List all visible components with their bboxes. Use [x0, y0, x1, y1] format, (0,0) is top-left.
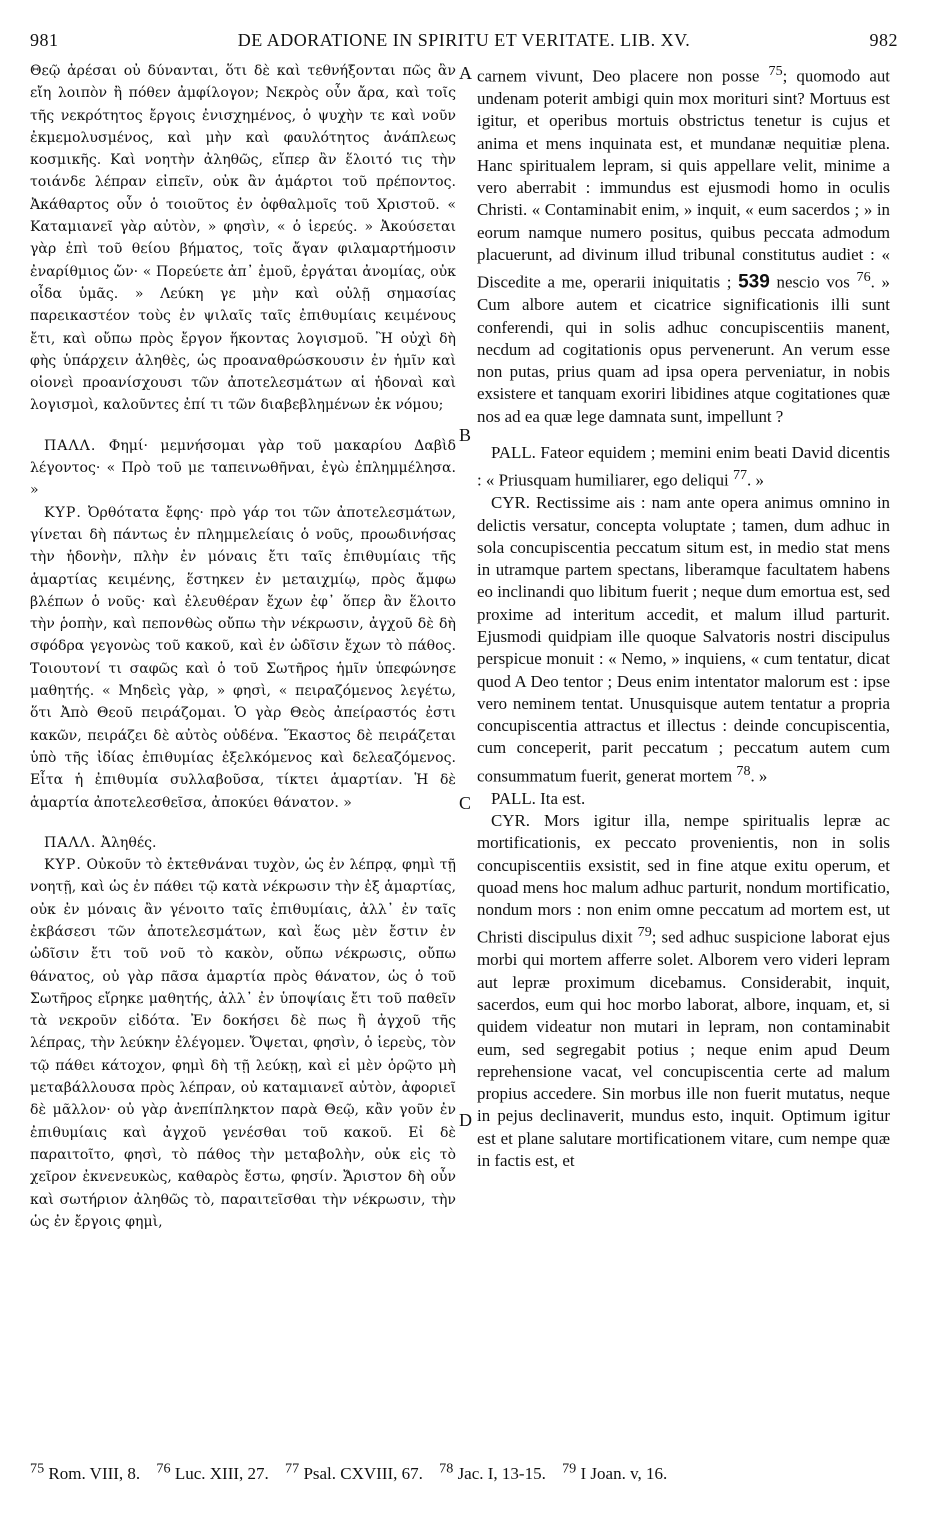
margin-letter-b: B: [459, 425, 472, 445]
running-title: DE ADORATIONE IN SPIRITU ET VERITATE. LIB. XV.: [237, 30, 691, 50]
speech-text: Ἀληθές.: [100, 834, 157, 851]
text-span: . »: [750, 766, 768, 786]
page-number-left: 981: [30, 30, 59, 50]
speaker-label: ΚΥΡ.: [44, 504, 82, 521]
footnote-number: 78: [439, 1460, 454, 1476]
margin-letter-d: D: [459, 1110, 472, 1130]
speaker-label: PALL.: [491, 788, 536, 808]
speech-text: Ὀρθότατα ἔφης· πρὸ γάρ τοι τῶν ἀποτελεσμάτων, γίνεται δὴ πάντως ἐν πλημμελείαις ὁ νοῦς, προωδινήσας τὴν ἡδονὴν, πλὴν ἐν μόναις ἔτι ταῖς ἐπιθυμίαις τῆς ἁμαρτίας κειμένης, ἕστηκεν ἐν μεταιχμίῳ, πρὸς ἄμφω βλέπων ὁ νοῦς· καὶ ἐλευθέραν ἔχων ἐφ᾽ ὅπερ ἂν ἕλοιτο τὴν ῥοπὴν, καὶ πεπονθὼς οὔπω τὴν νέκρωσιν, ἀγχοῦ δὲ δὴ σφόδρα γεγονὼς τοῦ κακοῦ, καὶ ἐν ὠδῖσιν ἔχων τὸ πάθος. Τοιουτονί τι σαφῶς καὶ ὁ τοῦ Σωτῆρος ἡμῖν ὑπεφώνησε μαθητής. « Μηδεὶς γὰρ, » φησὶ, « πειραζόμενος λεγέτω, ὅτι Ἀπὸ Θεοῦ πειράζομαι. Ὁ γὰρ Θεὸς ἀπείραστός ἐστι κακῶν, πειράζει δὲ αὐτὸς οὐδένα. Ἕκαστος δὲ πειράζεται ὑπὸ τῆς ἰδίας ἐπιθυμίας ἐξελκόμενος καὶ δελεαζόμενος. Εἶτα ἡ ἐπιθυμία συλλαβοῦσα, τίκτει ἁμαρτίαν. Ἡ δὲ ἁμαρτία ἀποτελεσθεῖσα, ἀποκύει θάνατον. »: [30, 504, 456, 811]
greek-dialogue-pall: [30, 832, 456, 854]
greek-column: [30, 60, 456, 1430]
speaker-label: ΚΥΡ.: [44, 857, 82, 874]
footnote-text: Rom. VIII, 8.: [48, 1463, 141, 1483]
footnote-ref: 77: [732, 467, 748, 484]
latin-paragraph: [477, 60, 890, 428]
text-span: . » Cum albore autem et cicatrice significationis illi sunt conferendi, qui in solis adhuc concupiscentiis manent, necdum ad cogitationis opus pervenerunt. An verum esse non putas, prius quam ad ipsa opera perveniatur, in nobis exsistere et tanquam exoriri libidines atque cogitationes quæ nos ad ea quæ lege damnata sunt, impellunt ?: [477, 272, 890, 426]
greek-dialogue-pall: [30, 435, 456, 502]
footnote-ref: 78: [736, 762, 751, 779]
footnote: [156, 1460, 274, 1483]
footnote-text: Jac. I, 13-15.: [457, 1463, 546, 1483]
speech-text: Fateor equidem ; memini enim beati David dicentis : « Priusquam humiliarer, ego deliqui: [477, 443, 890, 490]
text-span: ; quomodo aut undenam poterit ambigi quin mox morituri sint? Mortuus est igitur, et operibus mortuis obstrictus tenetur is cujus et anima et mens inquinata est, et mundanæ nequitiæ plena. Hanc spiritualem lepram, si quis appellare velit, minime a vero aberrabit : immundus est ejusmodi homo in oculis Christi. « Contaminabit enim, » inquit, « eum sacerdos ; » in eorum namque numero positus, quibus peccata admodum placuerunt, ad divinum illud tribunal constitutus audiet : « Discedite a me, operarii iniquitatis ;: [477, 66, 890, 292]
footnote-ref: 79: [637, 924, 652, 941]
column-number: 539: [738, 271, 770, 293]
footnotes: [30, 1460, 898, 1486]
text-span: carnem vivunt, Deo placere non posse: [477, 66, 760, 86]
speaker-label: CYR.: [491, 493, 530, 513]
text-span: ; sed adhuc suspicione laborat ejus morbi qui mortem afferre solet. Alborem vero videri lepram aut lepræ proximum dicebamus. Considerabit, inquit, sacerdos, eum qui hoc morbo laborat, albore, inquam, et, si quidem videatur non mutari in lepram, non contaminabit eum, sed segregabit potius ; neque enim apud Deum reprehensione vacat, vel concupiscentia certe ad malum propius accedere. Sin morbus ille non fuerit mutatus, neque in pejus declinaverit, mundus esto, inquit. Optimum igitur est et plane salutare mortificationem vitare, cum nempe quæ in factis est, et: [477, 928, 890, 1171]
speaker-label: CYR.: [491, 811, 530, 830]
speech-text: Ita est.: [540, 788, 586, 808]
footnote-ref: 75: [768, 63, 783, 79]
latin-column: [477, 60, 890, 1430]
text-span: nescio vos: [776, 272, 850, 292]
footnote: [285, 1460, 429, 1483]
speaker-label: ΠΑΛΛ.: [44, 437, 97, 454]
speech-text: Rectissime ais : nam ante opera animus omnino in delictis versatur, concepta voluptate ; tamen, dum adhuc in sola concupiscentia peccatum situm est, in medio stat mens in utramque partem spectans, liberamque facultatem habens eo inclinandi quo libitum fuerit ; neque dum emortua est, sed proxime ad interitum accedit, et malum illud parturit. Ejusmodi quidpiam ille quoque Salvatoris nostri discipulus perspicue monuit : « Nemo, » inquiens, « cum tentatur, dicat quod A Deo tentor ; Deus enim intentator malorum est : ipse vero neminem tentat. Unusquisque autem tentatur a propria concupiscentia attractus et illectus : deinde concupiscentia, cum conceperit, parit peccatum ; peccatum autem cum consummatum fuerit, generat mortem: [477, 493, 890, 786]
running-header: [30, 30, 898, 56]
latin-dialogue-cyr: [477, 810, 890, 1172]
footnote: [439, 1460, 552, 1483]
latin-dialogue-cyr: [477, 492, 890, 787]
footnote-text: Luc. XIII, 27.: [174, 1463, 269, 1483]
greek-dialogue-cyr: [30, 502, 456, 814]
footnote: [30, 1460, 146, 1483]
margin-letter-a: A: [459, 63, 472, 83]
footnote-number: 76: [156, 1460, 171, 1476]
latin-dialogue-pall: [477, 442, 890, 492]
speech-text: Φημί· μεμνήσομαι γὰρ τοῦ μακαρίου Δαβὶδ λέγοντος· « Πρὸ τοῦ με ταπεινωθῆναι, ἐγὼ ἐπλημμέλησα. »: [30, 437, 456, 499]
text-span: . »: [747, 470, 764, 490]
latin-dialogue-pall: [477, 788, 890, 810]
footnote-text: I Joan. v, 16.: [580, 1463, 668, 1483]
greek-paragraph: Θεῷ ἀρέσαι οὐ δύνανται, ὅτι δὲ καὶ τεθνήξονται πῶς ἂν εἴη λοιπὸν ἢ πόθεν ἀμφίλογον; Νεκρὸς οὖν ἄρα, καὶ τοῖς τῆς νεκρότητος ἔργοις ἐνισχημένος, ὁ ψυχὴν τε καὶ νοῦν ἐκμεμολυσμένος, καὶ μὴν καὶ φαυλότητος ἀνάπλεως κοσμικῆς. Καὶ νοητὴν ἀληθῶς, εἴπερ ἂν ἕλοιτό τις τὴν τοιάνδε λέπραν εἰπεῖν, οὐκ ἂν ἁμάρτοι τοῦ πρέποντος. Ἀκάθαρτος οὖν ὁ τοιοῦτος ἐν ὀφθαλμοῖς τοῦ Χριστοῦ. « Καταμιανεῖ γὰρ αὐτὸν, » φησὶν, « ὁ ἱερεύς. » Ἀκούσεται γὰρ ἐπὶ τοῦ θείου βήματος, τοῖς ἄγαν φιλαμαρτήμοσιν ἐναρίθμιος ὤν· « Πορεύετε ἀπ᾽ ἐμοῦ, ἐργάται ἀνομίας, οὐκ οἶδα ὑμᾶς. » Λεύκη γε μὴν καὶ οὐλῇ σημασίας παρεικαστέον τοὺς ἐν ψιλαῖς ταῖς ἐπιθυμίαις κειμένους ἔτι, καὶ οὔπω πρὸς ἔργον ἥκοντας λογισμοῦ. Ἢ οὐχὶ δὴ φὴς ὑπάρχειν ἀληθὲς, ὡς προαναθρώσκουσιν ἐν ἡμῖν καὶ οἱονεὶ προανίσχουσι τῶν ἀποτελεσμάτων αἱ ἡδοναὶ καὶ λογισμοὶ, καλοῦντες ἐπί τι τῶν διαβεβλημένων ἐκ νόμου;: [30, 63, 456, 414]
footnote-number: 75: [30, 1460, 45, 1476]
footnote-ref: 76: [856, 269, 871, 286]
page-number-right: 982: [869, 30, 898, 50]
speech-text: Οὐκοῦν τὸ ἐκτεθνάναι τυχὸν, ὡς ἐν λέπρᾳ, φημὶ τῇ νοητῇ, καὶ ὡς ἐν πάθει τῷ κατὰ νέκρωσιν τὴν ἐξ ἁμαρτίας, οὐκ ἐν μόναις ἂν γένοιτο ταῖς ἐπιθυμίαις, ἀλλ᾽ ἐν ταῖς ἐκβάσεσι τῶν ἀποτελεσμάτων, καὶ ἕως μὲν ἔστιν ἐν ὠδῖσιν ἔτι τοῦ νοῦ τὸ κακὸν, οὔπω νέκρωσις, οὔπω θάνατος, οὐ γὰρ πᾶσα ἁμαρτία πρὸς θάνατον, ὡς ὁ τοῦ Σωτῆρος εἴρηκε μαθητής, ἀλλ᾽ ἐν ὑποψίαις ἔτι τοῦ παθεῖν τὰ νεκροῦν εἰδότα. Ἐν δοκήσει δὲ πως ἢ ἀγχοῦ τῆς λέπρας, τὴν λεύκην ἐλέγομεν. Ὄψεται, φησὶν, ὁ ἱερεὺς, τὸν τῷ πάθει κάτοχον, φημὶ δὴ τῇ λεύκῃ, καὶ εἰ μὲν ὁρῷτο μὴ μεταβάλλουσα πρὸς λέπραν, οὐ καταμιανεῖ αὐτὸν, ἀφοριεῖ δὲ μᾶλλον· οὐ γὰρ ἀνεπίπληκτον παρὰ Θεῷ, κἂν γοῦν ἐν ἐπιθυμίαις καὶ ἀγχοῦ γενέσθαι τοῦ κακοῦ. Εἰ δὲ παραιτοῖτο, φησὶ, τὸ πάθος τὴν μεταβολὴν, οὐκ εἰς τὸ χεῖρον ἐκνενευκὼς, καθαρὸς ἔστω, φησίν. Ἄριστον δὴ οὖν καὶ σωτήριον ἀληθῶς τὸ, παραιτεῖσθαι τὴν νέκρωσιν, τὴν ὡς ἐν ἔργοις φημὶ,: [30, 857, 456, 1230]
speech-text: Mors igitur illa, nempe spiritualis lepræ ac mortificationis, ex peccato provenientis, non in solis concupiscentiis exsistit, sed in fine atque exitu operum, et quoad mens hoc malum adhuc parturit, nondum mortificatio, nondum mors : non enim omne peccatum ad mortem est, ut Christi discipulus dixit: [477, 811, 890, 948]
greek-dialogue-cyr: [30, 854, 456, 1233]
footnote-number: 77: [285, 1460, 300, 1476]
speaker-label: ΠΑΛΛ.: [44, 834, 97, 851]
footnote-text: Psal. CXVIII, 67.: [303, 1463, 423, 1483]
speaker-label: PALL.: [491, 443, 536, 462]
margin-letter-c: C: [459, 793, 472, 813]
footnote-number: 79: [562, 1460, 577, 1476]
footnote: [562, 1460, 673, 1483]
